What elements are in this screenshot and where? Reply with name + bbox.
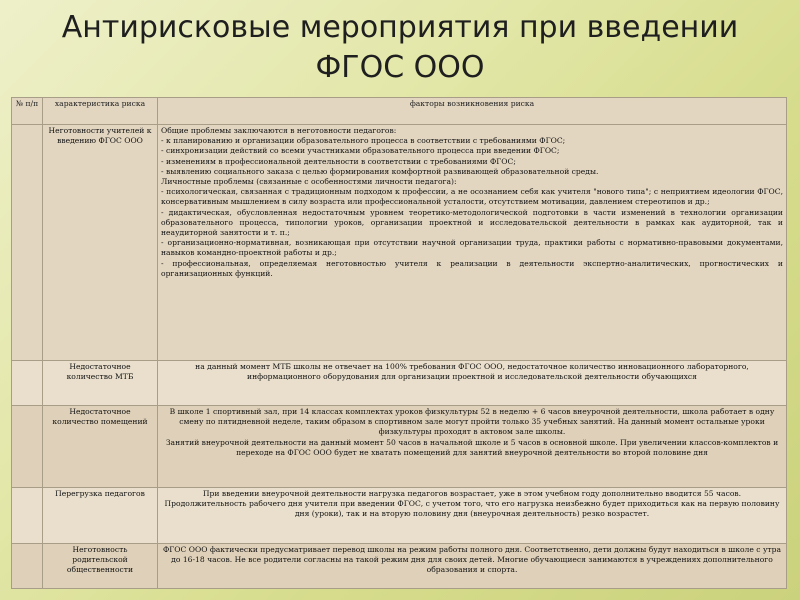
table-row — [12, 125, 787, 361]
header-num: № п/п — [12, 98, 43, 125]
table-row — [12, 544, 787, 589]
factor-line: - психологическая, связанная с традиционным подходом к профессии, а не осознанием себя как учителя "нового типа"; с неприятием идеологии ФГОС, консервативным мышлением в силу возраста или профессиональной усталости, отсутствием мотивации, давлением стереотипов и др.; — [161, 187, 783, 207]
factor-line: - организационно-нормативная, возникающая при отсутствии научной организации труда, практики работы с нормативно-правовыми документами, навыков командно-проектной работы и др.; — [161, 238, 783, 258]
header-characteristic: характеристика риска — [43, 98, 158, 125]
risk-characteristic: Неготовность родительской общественности — [43, 544, 158, 589]
risk-characteristic: Недостаточное количество помещений — [43, 406, 158, 488]
risk-factors — [158, 125, 787, 361]
risk-factors — [158, 544, 787, 589]
factor-line: - синхронизации действий со всеми участниками образовательного процесса при введении ФГОС; — [161, 146, 560, 156]
factor-line: Общие проблемы заключаются в неготовности педагогов: — [161, 126, 397, 135]
table-row — [12, 406, 787, 488]
table-header-row — [12, 98, 787, 125]
risk-table — [11, 97, 787, 589]
factor-line: на данный момент МТБ школы не отвечает на 100% требования ФГОС ООО, недостаточное количество инновационного лабораторного, информационного оборудования для организации проектной и исследовательской деятельности обучающихся — [195, 362, 749, 382]
risk-table-container — [11, 97, 787, 589]
row-num — [12, 406, 43, 488]
factor-line: При введении внеурочной деятельности нагрузка педагогов возрастает, уже в этом учебном году дополнительно вводится 55 часов. Продолжительность рабочего дня учителя при введении ФГОС, с учетом того, что его нагрузка неизбежно будет приходиться как на первую половину дня (уроки), так и на вторую половину дня (внеурочная деятельность) резко возрастет. — [164, 489, 780, 519]
risk-factors — [158, 488, 787, 544]
title-line-2: ФГОС ООО — [315, 50, 485, 85]
factor-line: - дидактическая, обусловленная недостаточным уровнем теоретико-методологической подготовки в части изменений в технологии организации образовательного процесса, типологии уроков, организации проектной и исследовательской деятельности в рамках как аудиторной, так и неаудиторной занятости и т. п.; — [161, 207, 783, 238]
row-num — [12, 125, 43, 361]
risk-factors — [158, 406, 787, 488]
factor-line: - выявлению социального заказа с целью формирования комфортной развивающей образовательной среды. — [161, 166, 599, 176]
factor-line: Занятий внеурочной деятельности на данный момент 50 часов в начальной школе и 5 часов в основной школе. При увеличении классов-комплектов и переходе на ФГОС ООО будет не хватать помещений для занятий внеурочной деятельности во второй половине дня — [165, 437, 779, 457]
row-num — [12, 488, 43, 544]
slide-title — [0, 8, 800, 88]
factor-line: Личностные проблемы (связанные с особенностями личности педагога): — [161, 177, 457, 187]
risk-characteristic: Перегрузка педагогов — [43, 488, 158, 544]
header-factors: факторы возникновения риска — [158, 98, 787, 125]
table-row — [12, 488, 787, 544]
title-line-1: Антирисковые мероприятия при введении — [61, 10, 739, 45]
factor-line: - к планированию и организации образовательного процесса в соответствии с требованиями ФГОС; — [161, 136, 566, 146]
row-num — [12, 544, 43, 589]
row-num — [12, 361, 43, 406]
risk-factors — [158, 361, 787, 406]
factor-line: ФГОС ООО фактически предусматривает перевод школы на режим работы полного дня. Соответственно, дети должны будут находиться в школе с утра до 16-18 часов. Не все родители согласны на такой режим дня для своих детей. Многие обучающиеся занимаются в учреждениях дополнительного образования и спорта. — [162, 545, 782, 575]
factor-line: - изменениям в профессиональной деятельности в соответствии с требованиями ФГОС; — [161, 156, 516, 166]
risk-characteristic: Неготовности учителей к введению ФГОС ООО — [43, 125, 158, 361]
factor-line: В школе 1 спортивный зал, при 14 классах комплектах уроков физкультуры 52 в неделю + 6 часов внеурочной деятельности, школа работает в одну смену по пятидневной неделе, таким образом в спортивном зале могут пройти только 35 учебных занятий. На данный момент остальные уроки физкультуры проходят в актовом зале школы. — [169, 407, 775, 437]
table-row — [12, 361, 787, 406]
risk-characteristic: Недостаточное количество МТБ — [43, 361, 158, 406]
factor-line: - профессиональная, определяемая неготовностью учителя к реализации в деятельности экспертно-аналитических, прогностических и организационных функций. — [161, 258, 783, 278]
